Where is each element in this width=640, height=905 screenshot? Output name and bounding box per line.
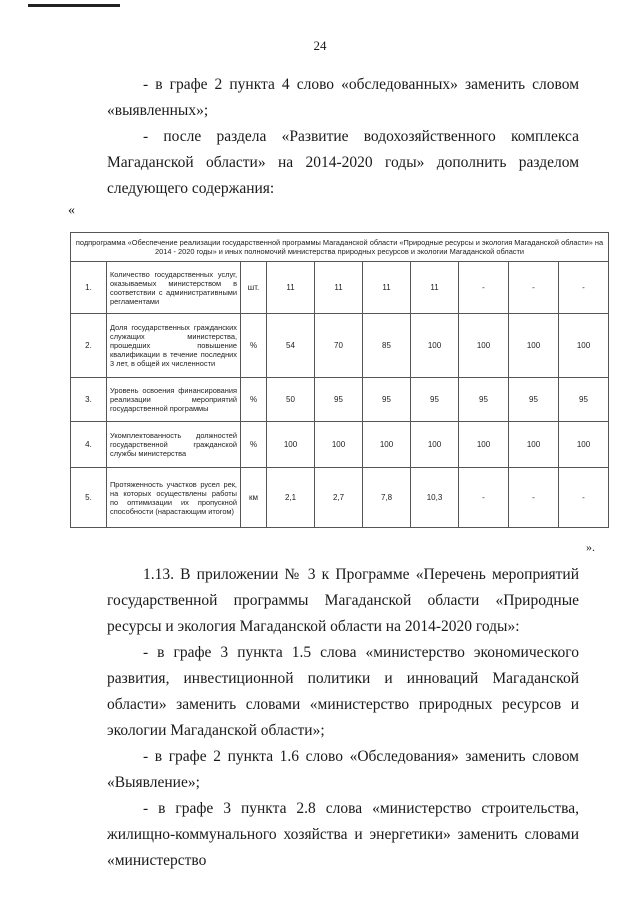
value-cell: 11 <box>315 262 363 314</box>
page-number: 24 <box>313 38 327 53</box>
opening-quote-mark: « <box>68 203 75 218</box>
table-row <box>71 314 609 378</box>
value-cell: - <box>559 262 609 314</box>
indicator-name: Количество государственных услуг, оказываемых министерством в соответствии с административными регламентами <box>107 262 241 314</box>
value-cell: 100 <box>559 422 609 468</box>
value-cell: 95 <box>363 378 411 422</box>
value-cell: 100 <box>459 314 509 378</box>
value-cell: 95 <box>459 378 509 422</box>
unit-cell: % <box>241 314 267 378</box>
value-cell: - <box>509 468 559 528</box>
value-cell: 100 <box>267 422 315 468</box>
unit-cell: % <box>241 422 267 468</box>
top-rule <box>28 4 120 7</box>
value-cell: 11 <box>411 262 459 314</box>
value-cell: 54 <box>267 314 315 378</box>
table-row <box>71 378 609 422</box>
intro-paragraph-1: - в графе 2 пункта 4 слово «обследованных» заменить словом «выявленных»; <box>107 76 579 119</box>
value-cell: 2,1 <box>267 468 315 528</box>
value-cell: 95 <box>315 378 363 422</box>
table-row <box>71 422 609 468</box>
value-cell: 100 <box>411 422 459 468</box>
row-number: 1. <box>71 262 107 314</box>
value-cell: 100 <box>315 422 363 468</box>
intro-paragraph-2: - после раздела «Развитие водохозяйственного комплекса Магаданской области» на 2014-2020 годы» дополнить разделом следующего содержания: <box>107 128 579 197</box>
value-cell: 100 <box>509 422 559 468</box>
indicator-name: Доля государственных гражданских служащих министерства, прошедших повышение квалификации в течение последних 3 лет, в общей их численности <box>107 314 241 378</box>
indicator-name: Уровень освоения финансирования реализации мероприятий государственной программы <box>107 378 241 422</box>
value-cell: 85 <box>363 314 411 378</box>
value-cell: 10,3 <box>411 468 459 528</box>
body-paragraph-2: - в графе 3 пункта 1.5 слова «министерство экономического развития, инвестиционной политики и инноваций Магаданской области» заменить словами «министерство природных ресурсов и экологии Магаданской области»; <box>107 644 579 739</box>
value-cell: 50 <box>267 378 315 422</box>
value-cell: 95 <box>559 378 609 422</box>
unit-cell: шт. <box>241 262 267 314</box>
row-number: 3. <box>71 378 107 422</box>
indicators-table <box>70 232 609 528</box>
unit-cell: % <box>241 378 267 422</box>
value-cell: 100 <box>363 422 411 468</box>
value-cell: 100 <box>559 314 609 378</box>
row-number: 2. <box>71 314 107 378</box>
row-number: 5. <box>71 468 107 528</box>
table-header-subprogram: подпрограмма «Обеспечение реализации государственной программы Магаданской области «Природные ресурсы и экология Магаданской области» на 2014 - 2020 годы» и иных полномочий министерства природных ресурсов и экологии Магаданской области <box>71 233 609 262</box>
value-cell: 95 <box>509 378 559 422</box>
value-cell: 100 <box>459 422 509 468</box>
value-cell: 11 <box>363 262 411 314</box>
value-cell: 2,7 <box>315 468 363 528</box>
value-cell: 100 <box>411 314 459 378</box>
value-cell: - <box>509 262 559 314</box>
row-number: 4. <box>71 422 107 468</box>
indicator-name: Протяженность участков русел рек, на которых осуществлены работы по оптимизации их пропускной способности (нарастающим итогом) <box>107 468 241 528</box>
value-cell: 100 <box>509 314 559 378</box>
closing-quote-mark: ». <box>586 540 595 554</box>
value-cell: 7,8 <box>363 468 411 528</box>
indicator-name: Укомплектованность должностей государственной гражданской службы министерства <box>107 422 241 468</box>
unit-cell: км <box>241 468 267 528</box>
value-cell: 95 <box>411 378 459 422</box>
value-cell: - <box>559 468 609 528</box>
value-cell: - <box>459 468 509 528</box>
table-row <box>71 262 609 314</box>
body-paragraph-3: - в графе 2 пункта 1.6 слово «Обследования» заменить словом «Выявление»; <box>107 748 579 791</box>
value-cell: 11 <box>267 262 315 314</box>
body-paragraph-1: 1.13. В приложении № 3 к Программе «Перечень мероприятий государственной программы Магаданской области «Природные ресурсы и экология Магаданской области на 2014-2020 годы»: <box>107 566 579 635</box>
table-row <box>71 468 609 528</box>
value-cell: 70 <box>315 314 363 378</box>
body-paragraph-4: - в графе 3 пункта 2.8 слова «министерство строительства, жилищно-коммунального хозяйства и энергетики» заменить словами «министерство <box>107 800 579 869</box>
value-cell: - <box>459 262 509 314</box>
